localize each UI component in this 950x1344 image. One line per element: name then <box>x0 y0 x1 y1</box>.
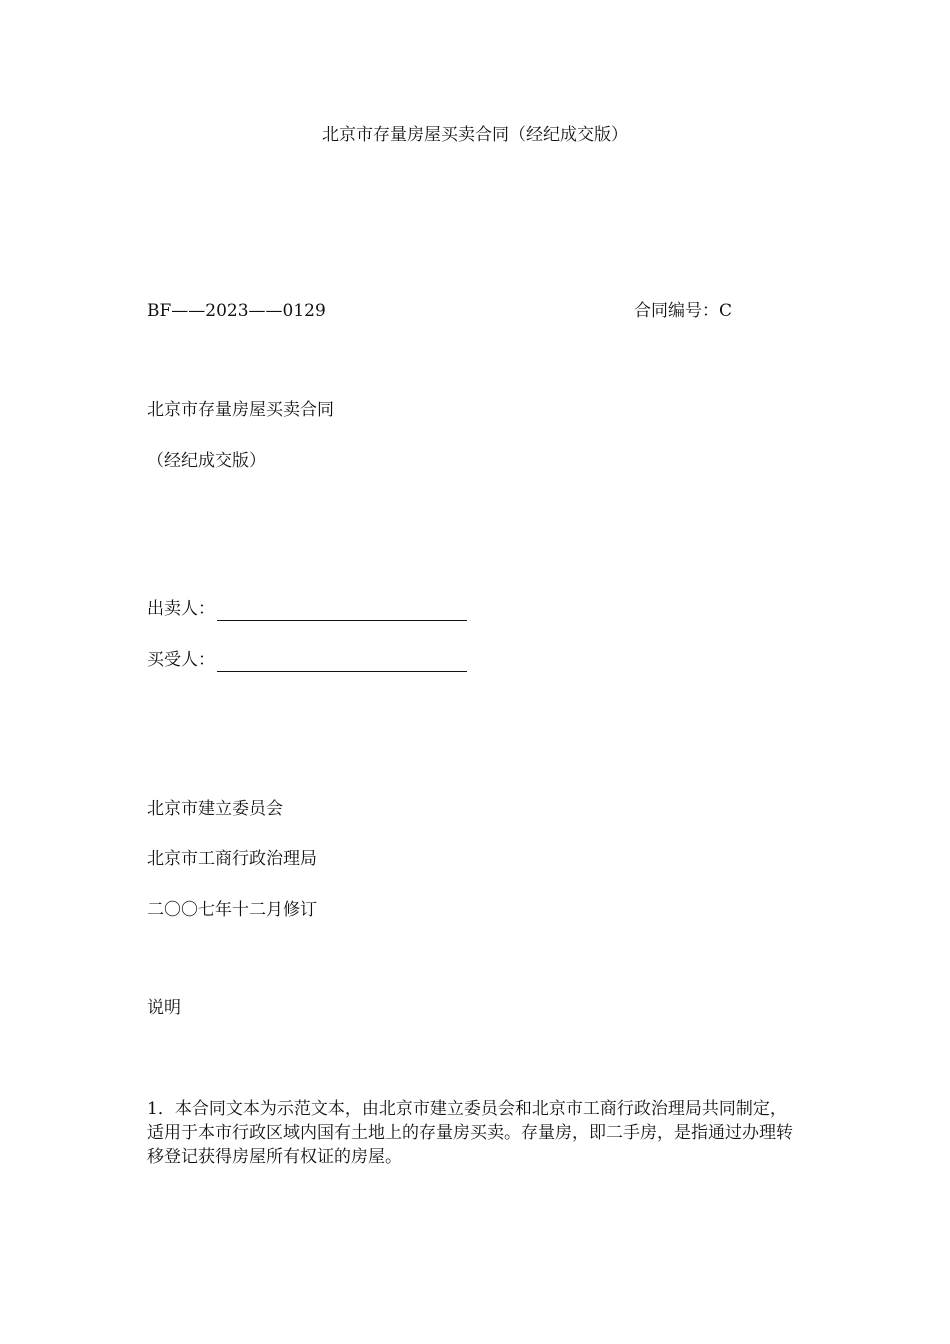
revision-date: 二〇〇七年十二月修订 <box>147 900 317 920</box>
buyer-label: 买受人： <box>147 650 215 670</box>
seller-blank-line <box>217 601 467 621</box>
cover-subtitle: （经纪成交版） <box>147 451 266 471</box>
issuer-construction-committee: 北京市建立委员会 <box>147 799 283 819</box>
notes-heading: 说明 <box>147 998 181 1018</box>
seller-row <box>147 597 467 621</box>
note-item-1: 1．本合同文本为示范文本，由北京市建立委员会和北京市工商行政治理局共同制定，适用于本市行政区域内国有土地上的存量房买卖。存量房，即二手房，是指通过办理转移登记获得房屋所有权证的房屋。 <box>147 1099 793 1167</box>
contract-number-label: 合同编号：C <box>634 301 733 321</box>
buyer-blank-line <box>217 652 467 672</box>
issuer-industry-commerce-bureau: 北京市工商行政治理局 <box>147 849 317 869</box>
page-header-title: 北京市存量房屋买卖合同（经纪成交版） <box>322 125 628 145</box>
form-code: BF——2023——0129 <box>147 301 326 321</box>
seller-label: 出卖人： <box>147 599 215 619</box>
cover-title: 北京市存量房屋买卖合同 <box>147 400 334 420</box>
buyer-row <box>147 648 467 672</box>
